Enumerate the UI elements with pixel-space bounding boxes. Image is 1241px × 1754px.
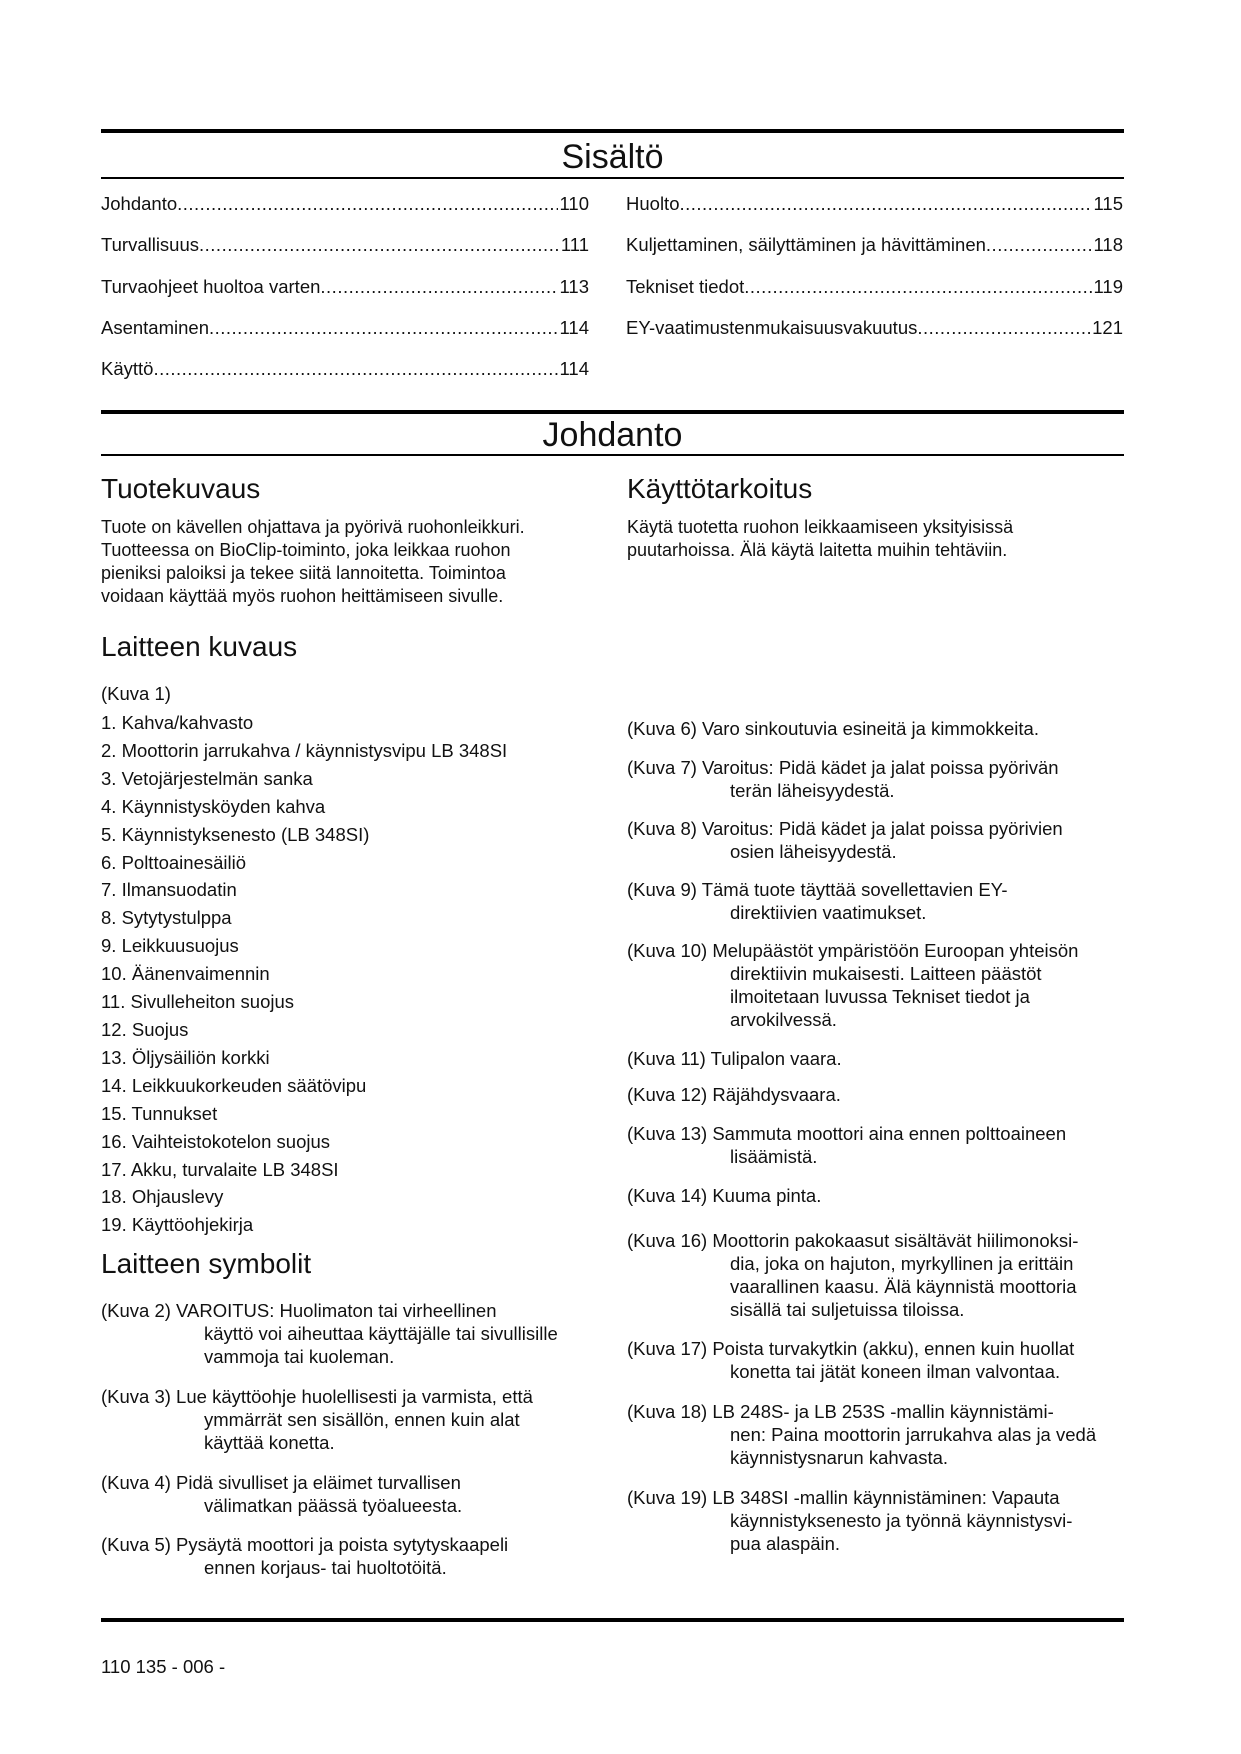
- list-item: 14. Leikkuukorkeuden säätövipu: [101, 1074, 367, 1096]
- intro-bottom-rule: [101, 454, 1124, 456]
- symbol-entry: (Kuva 10) Melupäästöt ympäristöön Euroopan yhteisön direktiivin mukaisesti. Laitteen päästöt ilmoitetaan luvussa Tekniset tiedot ja arvokilvessä.: [627, 940, 1079, 1030]
- toc-entry[interactable]: Käyttö ..... 114: [101, 358, 589, 380]
- symbol-entry: (Kuva 9) Tämä tuote täyttää sovellettavien EY- direktiivien vaatimukset.: [627, 879, 1008, 923]
- list-item: 7. Ilmansuodatin: [101, 879, 237, 901]
- symbol-entry: (Kuva 12) Räjähdysvaara.: [627, 1084, 841, 1105]
- symbol-entry: (Kuva 13) Sammuta moottori aina ennen polttoaineen lisäämistä.: [627, 1123, 1067, 1167]
- product-desc-text: Tuote on kävellen ohjattava ja pyörivä ruohonleikkuri. Tuotteessa on BioClip-toiminto, joka leikkaa ruohon pieniksi paloiksi ja tekee siitä lannoitetta. Toimintoa voidaan käyttää myös ruohon heittämiseen sivulle.: [101, 517, 525, 606]
- symbol-entry: (Kuva 6) Varo sinkoutuvia esineitä ja kimmokkeita.: [627, 718, 1039, 739]
- toc-bottom-rule: [101, 177, 1124, 179]
- list-item: 8. Sytytystulppa: [101, 907, 232, 929]
- symbol-entry: (Kuva 19) LB 348SI -mallin käynnistäminen: Vapauta käynnistyksenesto ja työnnä käynnistysvi- pua alaspäin.: [627, 1487, 1073, 1554]
- product-desc-heading: Tuotekuvaus: [101, 473, 261, 504]
- list-item: 12. Suojus: [101, 1018, 189, 1040]
- list-item: 15. Tunnukset: [101, 1102, 218, 1124]
- list-item: 18. Ohjauslevy: [101, 1186, 224, 1208]
- list-item: 10. Äänenvaimennin: [101, 963, 270, 985]
- intended-use-text: Käytä tuotetta ruohon leikkaamiseen yksityisissä puutarhoissa. Älä käytä laitetta muihin tehtäviin.: [627, 517, 1014, 560]
- intro-top-rule: [101, 410, 1124, 414]
- list-item: 11. Sivulleheiton suojus: [101, 991, 295, 1013]
- device-parts-list: [101, 709, 507, 1239]
- symbol-entry: (Kuva 17) Poista turvakytkin (akku), ennen kuin huollat konetta tai jätät koneen ilman valvontaa.: [627, 1338, 1075, 1382]
- intended-use-heading: Käyttötarkoitus: [627, 473, 813, 504]
- list-item: 13. Öljysäiliön korkki: [101, 1046, 270, 1068]
- toc-entry[interactable]: EY-vaatimustenmukaisuusvakuutus ..... 121: [626, 317, 1123, 339]
- symbol-entry: (Kuva 14) Kuuma pinta.: [627, 1185, 822, 1206]
- toc-entry[interactable]: Tekniset tiedot ..... 119: [626, 276, 1123, 298]
- toc-entry[interactable]: Kuljettaminen, säilyttäminen ja hävittäminen ..... 118: [626, 234, 1123, 256]
- list-item: 2. Moottorin jarrukahva / käynnistysvipu LB 348SI: [101, 739, 508, 761]
- toc-entry[interactable]: Asentaminen ..... 114: [101, 317, 589, 339]
- toc-title: Sisältö: [561, 138, 664, 176]
- device-figure-ref: (Kuva 1): [101, 683, 171, 704]
- footer-doc-number: 110 135 - 006 -: [101, 1656, 226, 1677]
- list-item: 1. Kahva/kahvasto: [101, 712, 254, 733]
- list-item: 3. Vetojärjestelmän sanka: [101, 767, 313, 789]
- toc-entry[interactable]: Turvaohjeet huoltoa varten ..... 113: [101, 276, 589, 298]
- symbol-entry: (Kuva 11) Tulipalon vaara.: [627, 1048, 842, 1069]
- toc-entry[interactable]: Turvallisuus ..... 111: [101, 234, 589, 256]
- symbol-entry: (Kuva 3) Lue käyttöohje huolellisesti ja varmista, että ymmärrät sen sisällön, ennen kuin alat käyttää konetta.: [101, 1386, 533, 1453]
- footer-rule: [101, 1618, 1124, 1622]
- list-item: 6. Polttoainesäiliö: [101, 851, 247, 873]
- symbol-entry: (Kuva 18) LB 248S- ja LB 253S -mallin käynnistämi- nen: Paina moottorin jarrukahva alas ja vedä käynnistysnarun kahvasta.: [627, 1401, 1097, 1468]
- symbol-entry: (Kuva 4) Pidä sivulliset ja eläimet turvallisen välimatkan päässä työalueesta.: [101, 1472, 463, 1516]
- list-item: 16. Vaihteistokotelon suojus: [101, 1130, 331, 1152]
- symbol-entry: (Kuva 5) Pysäytä moottori ja poista sytytyskaapeli ennen korjaus- tai huoltotöitä.: [101, 1534, 509, 1578]
- symbols-heading: Laitteen symbolit: [101, 1248, 312, 1279]
- symbol-entry: (Kuva 2) VAROITUS: Huolimaton tai virheellinen käyttö voi aiheuttaa käyttäjälle tai sivullisille vammoja tai kuoleman.: [101, 1300, 558, 1367]
- list-item: 19. Käyttöohjekirja: [101, 1214, 254, 1236]
- symbol-entry: (Kuva 16) Moottorin pakokaasut sisältävät hiilimonoksi- dia, joka on hajuton, myrkyllinen ja erittäin vaarallinen kaasu. Älä käynnistä moottoria sisällä tai suljetuissa tiloissa.: [627, 1230, 1079, 1320]
- toc-entry[interactable]: Huolto ..... 115: [626, 193, 1123, 215]
- symbol-entry: (Kuva 7) Varoitus: Pidä kädet ja jalat poissa pyörivän terän läheisyydestä.: [627, 757, 1059, 801]
- symbol-entry: (Kuva 8) Varoitus: Pidä kädet ja jalat poissa pyörivien osien läheisyydestä.: [627, 818, 1063, 862]
- intro-title: Johdanto: [542, 416, 683, 454]
- toc-entry[interactable]: Johdanto ..... 110: [101, 193, 589, 215]
- list-item: 9. Leikkuusuojus: [101, 935, 239, 957]
- list-item: 17. Akku, turvalaite LB 348SI: [101, 1158, 339, 1180]
- toc-top-rule: [101, 129, 1124, 133]
- list-item: 5. Käynnistyksenesto (LB 348SI): [101, 823, 370, 845]
- device-desc-heading: Laitteen kuvaus: [101, 631, 298, 662]
- list-item: 4. Käynnistysköyden kahva: [101, 795, 326, 817]
